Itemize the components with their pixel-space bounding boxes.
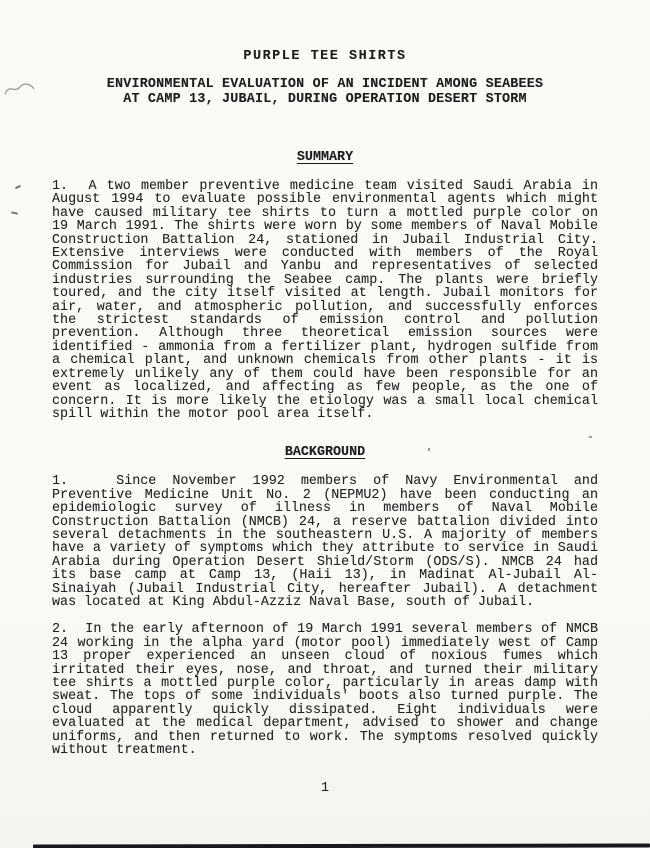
section-heading-background	[52, 445, 598, 460]
pen-squiggle-mark	[3, 79, 37, 101]
summary-paragraph-1: 1. A two member preventive medicine team visited Saudi Arabia in August 1994 to evaluate possible environmental agents which might have caused military tee shirts to turn a mottled purple color on 19 March 1991. The shirts were worn by some members of Naval Mobile Construction Battalion 24, stationed in Jubail Industrial City. Extensive interviews were conducted with members of the Royal Commission for Jubail and Yanbu and representatives of selected industries surrounding the Seabee camp. The plants were briefly toured, and the city itself visited at length. Jubail monitors for air, water, and atmospheric pollution, and successfully enforces the strictest standards of emission control and pollution prevention. Although three theoretical emission sources were identified - ammonia from a fertilizer plant, hydrogen sulfide from a chemical plant, and unknown chemicals from other plants - it is extremely unlikely any of them could have been responsible for an event as localized, and affecting as few people, as the one of concern. It is more likely the etiology was a small local chemical spill within the motor pool area itself.	[52, 179, 598, 422]
page-number: 1	[320, 781, 330, 796]
document-title: PURPLE TEE SHIRTS	[243, 49, 407, 64]
heading-text: SUMMARY	[296, 150, 354, 165]
margin-dash-mark	[11, 211, 18, 214]
document-subtitle-line-2: AT CAMP 13, JUBAIL, DURING OPERATION DESERT STORM	[123, 92, 527, 107]
document-body	[52, 150, 598, 757]
document-subtitle	[0, 77, 650, 107]
heading-text: BACKGROUND	[284, 445, 366, 461]
scan-bottom-edge	[33, 843, 650, 848]
section-summary	[52, 150, 598, 421]
section-heading-summary	[52, 150, 598, 165]
background-paragraph-1: 1. Since November 1992 members of Navy Environmental and Preventive Medicine Unit No. 2 (NEPMU2) have been conducting an epidemiologic survey of illness in members of Naval Mobile Construction Battalion (NMCB) 24, a reserve battalion divided into several detachments in the southeastern U.S. A majority of members have a variety of symptoms which they attribute to service in Saudi Arabia during Operation Desert Shield/Storm (ODS/S). NMCB 24 had its base camp at Camp 13, (Haii 13), in Madinat Al-Jubail Al-Sinaiyah (Jubail Industrial City, hereafter Jubail). A detachment was located at King Abdul-Azziz Naval Base, south of Jubail.	[52, 474, 598, 610]
background-paragraph-2: 2. In the early afternoon of 19 March 1991 several members of NMCB 24 working in the alpha yard (motor pool) immediately west of Camp 13 proper experienced an unseen cloud of noxious fumes which irritated their eyes, nose, and throat, and turned their military tee shirts a mottled purple color, particularly in areas damp with sweat. The tops of some individuals' boots also turned purple. The cloud apparently quickly dissipated. Eight individuals were evaluated at the medical department, advised to shower and change uniforms, and then returned to work. The symptoms resolved quickly without treatment.	[52, 622, 598, 759]
document-subtitle-line-1: ENVIRONMENTAL EVALUATION OF AN INCIDENT AMONG SEABEES	[106, 77, 544, 92]
scan-speck	[428, 448, 430, 451]
margin-dash-mark	[15, 185, 21, 189]
document-header	[0, 49, 650, 107]
scan-speck	[589, 436, 592, 438]
section-background	[52, 445, 598, 757]
